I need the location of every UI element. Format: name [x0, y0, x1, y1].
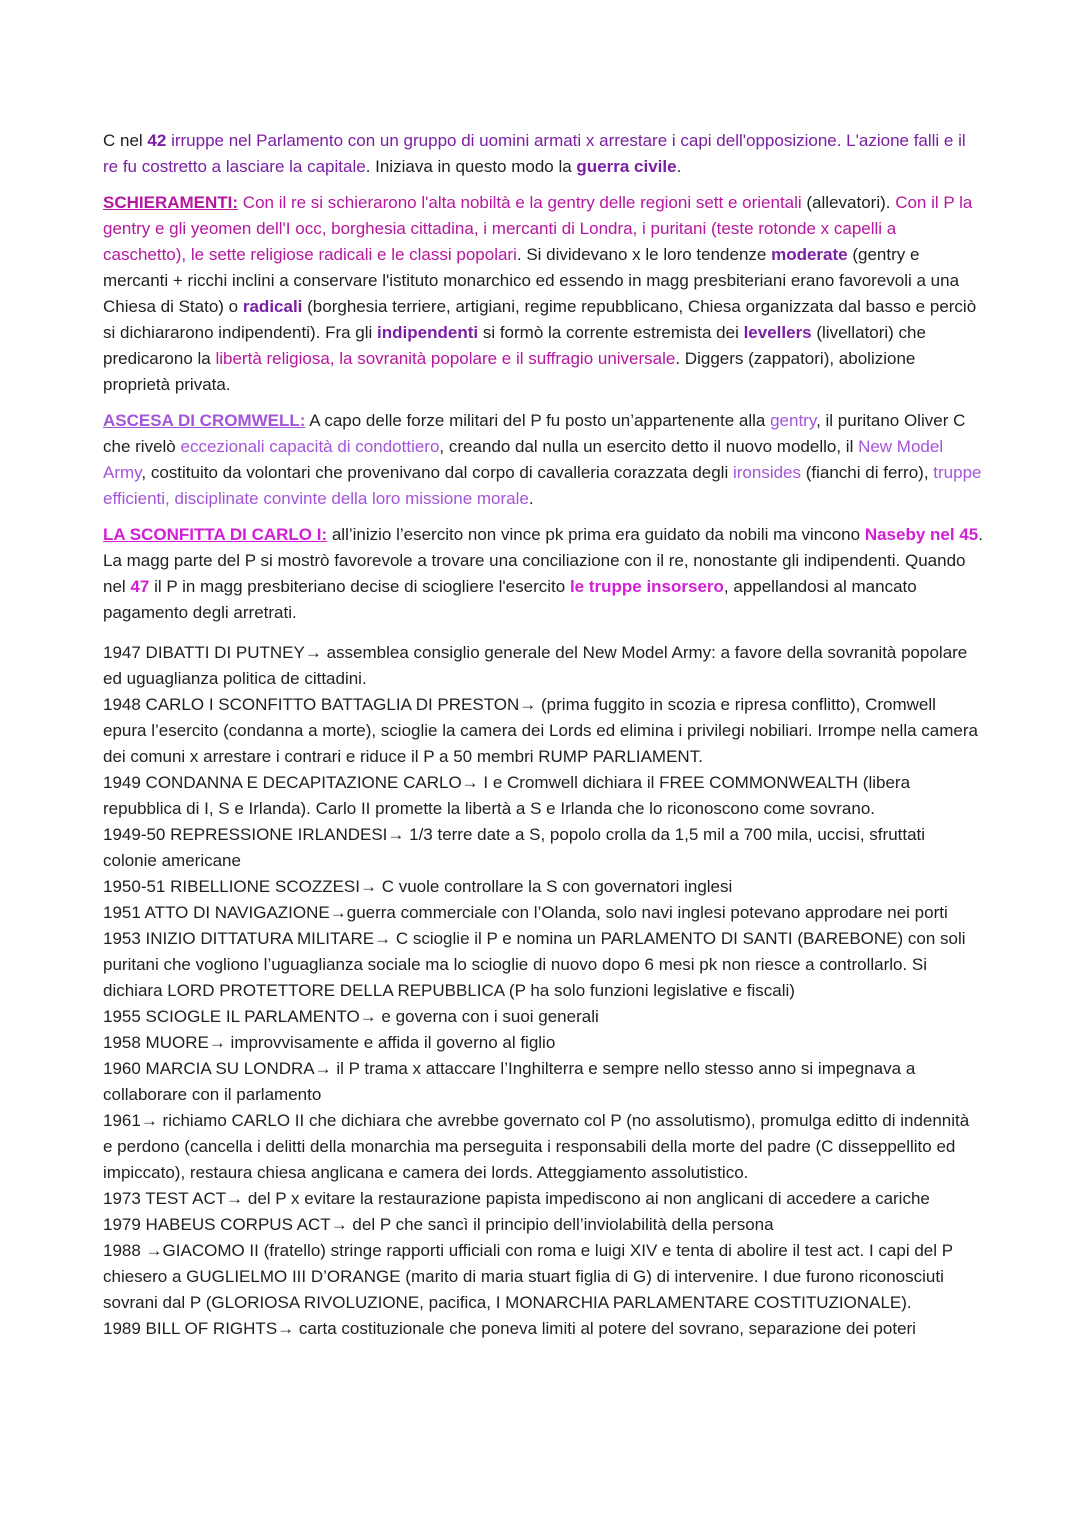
timeline-entry: 1955 SCIOGLE IL PARLAMENTO→ e governa con i suoi generali: [103, 1007, 599, 1026]
timeline-entry: 1948 CARLO I SCONFITTO BATTAGLIA DI PRESTON→ (prima fuggito in scozia e ripresa conflitto), Cromwell epura l’esercito (condanna a morte), scioglie la camera dei Lords ed elimina i privilegi nobiliari. Irrompe nella camera dei comuni x arrestare i contrari e riduce il P a 50 membri RUMP PARLIAMENT.: [103, 695, 978, 766]
sconfitta-paragraph: LA SCONFITTA DI CARLO I: all’inizio l’esercito non vince pk prima era guidato da nobili ma vincono Naseby nel 45. La magg parte del P si mostrò favorevole a trovare una conciliazione con il re, nonostante gli indipendenti. Quando nel 47 il P in magg presbiteriano decise di sciogliere l'esercito le truppe insorsero, appellandosi al mancato pagamento degli arretrati.: [103, 525, 983, 622]
timeline-entry: 1989 BILL OF RIGHTS→ carta costituzionale che poneva limiti al potere del sovrano, separazione dei poteri: [103, 1319, 916, 1338]
timeline-entry: 1949 CONDANNA E DECAPITAZIONE CARLO→ I e Cromwell dichiara il FREE COMMONWEALTH (libera repubblica di I, S e Irlanda). Carlo II promette la libertà a S e Irlanda che lo riconoscono come sovrano.: [103, 773, 911, 818]
timeline-entry: 1979 HABEUS CORPUS ACT→ del P che sancì il principio dell’inviolabilità della persona: [103, 1215, 774, 1234]
timeline-entry: 1988 →GIACOMO II (fratello) stringe rapporti ufficiali con roma e luigi XIV e tenta di abolire il test act. I capi del P chiesero a GUGLIELMO III D’ORANGE (marito di maria stuart figlia di G) di intervenire. I due furono riconosciuti sovrani dal P (GLORIOSA RIVOLUZIONE, pacifica, I MONARCHIA PARLAMENTARE COSTITUZIONALE).: [103, 1241, 953, 1312]
timeline-entry: 1949-50 REPRESSIONE IRLANDESI→ 1/3 terre date a S, popolo crolla da 1,5 mil a 700 mila, uccisi, sfruttati colonie americane: [103, 825, 926, 870]
cromwell-heading: ASCESA DI CROMWELL:: [103, 411, 306, 430]
sconfitta-heading: LA SCONFITTA DI CARLO I:: [103, 525, 328, 544]
timeline-entry: 1947 DIBATTI DI PUTNEY→ assemblea consiglio generale del New Model Army: a favore della sovranità popolare ed uguaglianza politica de cittadini.: [103, 643, 968, 688]
timeline-entry: 1960 MARCIA SU LONDRA→ il P trama x attaccare l’Inghilterra e sempre nello stesso anno si impegnava a collaborare con il parlamento: [103, 1059, 916, 1104]
timeline-entry: 1973 TEST ACT→ del P x evitare la restaurazione papista impediscono ai non anglicani di accedere a cariche: [103, 1189, 930, 1208]
timeline-entry: 1951 ATTO DI NAVIGAZIONE→guerra commerciale con l’Olanda, solo navi inglesi potevano approdare nei porti: [103, 903, 948, 922]
intro-paragraph: C nel 42 irruppe nel Parlamento con un gruppo di uomini armati x arrestare i capi dell'opposizione. L'azione falli e il re fu costretto a lasciare la capitale. Iniziava in questo modo la guerra civile.: [103, 131, 966, 176]
timeline-entry: 1961→ richiamo CARLO II che dichiara che avrebbe governato col P (no assolutismo), promulga editto di indennità e perdono (cancella i delitti della monarchia ma perseguita i responsabili della morte del padre (C disseppellito ed impiccato), restaura chiesa anglicana e camera dei lords. Atteggiamento assolutistico.: [103, 1111, 970, 1182]
document-body: [103, 128, 983, 1342]
schieramenti-heading: SCHIERAMENTI:: [103, 193, 239, 212]
timeline-entry: 1958 MUORE→ improvvisamente e affida il governo al figlio: [103, 1033, 556, 1052]
timeline: [103, 640, 983, 1342]
schieramenti-paragraph: SCHIERAMENTI: Con il re si schierarono l'alta nobiltà e la gentry delle regioni sett e orientali (allevatori). Con il P la gentry e gli yeomen dell'I occ, borghesia cittadina, i mercanti di Londra, i puritani (teste rotonde x capelli a caschetto), le sette religiose radicali e le classi popolari. Si dividevano x le loro tendenze moderate (gentry e mercanti + ricchi inclini a conservare l'istituto monarchico ed essendo in magg presbiteriani erano favorevoli a una Chiesa di Stato) o radicali (borghesia terriere, artigiani, regime repubblicano, Chiesa organizzata dal basso e perciò si dichiararono indipendenti). Fra gli indipendenti si formò la corrente estremista dei levellers (livellatori) che predicarono la libertà religiosa, la sovranità popolare e il suffragio universale. Diggers (zappatori), abolizione proprietà privata.: [103, 193, 977, 394]
timeline-entry: 1953 INIZIO DITTATURA MILITARE→ C scioglie il P e nomina un PARLAMENTO DI SANTI (BAREBONE) con soli puritani che vogliono l’uguaglianza sociale ma lo scioglie di nuovo dopo 6 mesi pk non riesce a controllarlo. Si dichiara LORD PROTETTORE DELLA REPUBBLICA (P ha solo funzioni legislative e fiscali): [103, 929, 966, 1000]
cromwell-paragraph: ASCESA DI CROMWELL: A capo delle forze militari del P fu posto un’appartenente alla gentry, il puritano Oliver C che rivelò eccezionali capacità di condottiero, creando dal nulla un esercito detto il nuovo modello, il New Model Army, costituito da volontari che provenivano dal corpo di cavalleria corazzata degli ironsides (fianchi di ferro), truppe efficienti, disciplinate convinte della loro missione morale.: [103, 411, 982, 508]
timeline-entry: 1950-51 RIBELLIONE SCOZZESI→ C vuole controllare la S con governatori inglesi: [103, 877, 733, 896]
